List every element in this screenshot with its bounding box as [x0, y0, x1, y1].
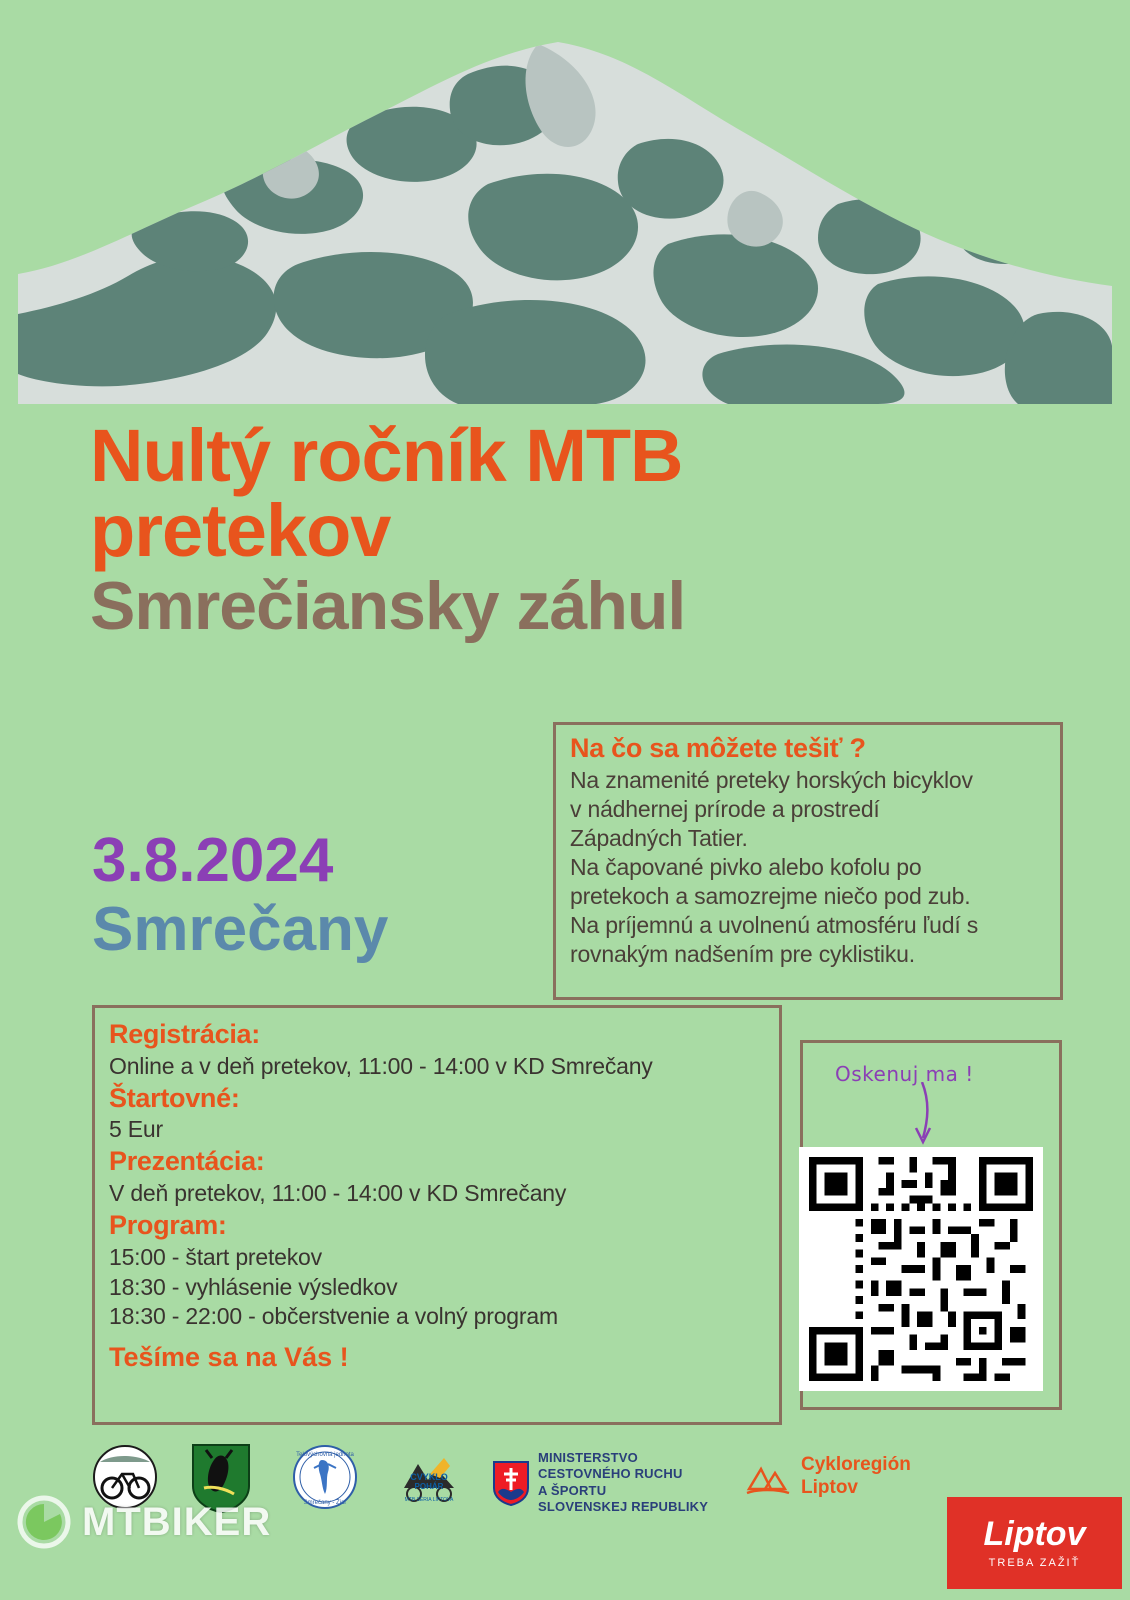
highlights-line: Na čapované pivko alebo kofolu po	[570, 853, 922, 880]
liptov-badge	[947, 1497, 1122, 1589]
sponsor-logo-telovychovna-jednota	[292, 1444, 358, 1510]
svg-text:MTB SÉRIA LIPTOVA: MTB SÉRIA LIPTOVA	[404, 1497, 454, 1503]
cykloregion-line-1: Cykloregión	[801, 1454, 911, 1475]
event-date-place	[92, 826, 389, 965]
highlights-line: pretekoch a samozrejme niečo pod zub.	[570, 882, 971, 909]
program-item: 18:30 - 22:00 - občerstvenie a volný program	[109, 1303, 558, 1330]
highlights-box	[553, 722, 1063, 1000]
sponsor-logo-cvyklo-pohar	[400, 1448, 458, 1504]
qr-code-svg	[809, 1157, 1033, 1381]
program-item: 18:30 - vyhlásenie výsledkov	[109, 1273, 398, 1300]
highlights-line: rovnakým nadšením pre cyklistiku.	[570, 940, 915, 967]
highlights-line: Na príjemnú a uvolnenú atmosféru ľudí s	[570, 911, 979, 938]
cykloregion-line-2: Liptov	[801, 1476, 858, 1498]
headline-line-2: pretekov	[90, 489, 391, 573]
ministerstvo-line-4: SLOVENSKEJ REPUBLIKY	[538, 1498, 709, 1514]
mountain-svg	[18, 14, 1112, 404]
program-item: 15:00 - štart pretekov	[109, 1243, 322, 1270]
svg-text:POHÁR: POHÁR	[414, 1482, 444, 1491]
highlights-line: Na znamenité preteky horských bicyklov	[570, 767, 973, 793]
mountain-bike-series-icon	[400, 1448, 458, 1504]
registration-label: Registrácia:	[109, 1019, 260, 1049]
ministerstvo-line-3: A ŠPORTU	[538, 1482, 607, 1498]
svg-text:Telovýchovná jednota: Telovýchovná jednota	[296, 1452, 354, 1458]
ministerstvo-line-1: MINISTERSTVO	[538, 1450, 638, 1465]
fee-label: Štartovné:	[109, 1082, 240, 1113]
closing-text: Tešíme sa na Vás !	[109, 1342, 349, 1373]
headline-line-1: Nultý ročník MTB	[90, 414, 683, 497]
qr-caption: Oskenuj ma !	[835, 1062, 974, 1086]
event-date: 3.8.2024	[92, 826, 334, 895]
highlights-line: Západných Tatier.	[570, 824, 748, 851]
presentation-label: Prezentácia:	[109, 1146, 265, 1177]
arrow-down-icon	[908, 1082, 938, 1152]
qr-code-image[interactable]	[799, 1147, 1043, 1391]
mtbiker-watermark	[16, 1494, 271, 1550]
highlights-line: v nádhernej prírode a prostredí	[570, 795, 880, 822]
registration-value: Online a v deň pretekov, 11:00 - 14:00 v KD Smrečany	[109, 1052, 653, 1079]
sponsor-cykloregion-liptov	[745, 1454, 911, 1500]
slovak-coat-of-arms-icon	[492, 1460, 530, 1506]
event-place: Smrečany	[92, 895, 389, 965]
tj-emblem-icon	[292, 1444, 358, 1510]
fee-value: 5 Eur	[109, 1116, 163, 1143]
svg-text:Smrečany - Žiar: Smrečany - Žiar	[303, 1500, 347, 1506]
liptov-tagline: TREBA ZAŽIŤ	[988, 1557, 1081, 1569]
highlights-title: Na čo sa môžete tešiť ?	[570, 733, 866, 763]
presentation-value: V deň pretekov, 11:00 - 14:00 v KD Smrečany	[109, 1180, 567, 1207]
liptov-name: Liptov	[983, 1515, 1086, 1553]
ministerstvo-line-2: CESTOVNÉHO RUCHU	[538, 1466, 683, 1482]
cykloregion-mountain-icon	[745, 1455, 791, 1499]
headline-line-3: Smrečiansky záhul	[90, 567, 686, 644]
mtbiker-logo-icon	[16, 1494, 72, 1550]
poster-headline	[90, 414, 1050, 644]
sponsor-ministerstvo	[492, 1450, 708, 1515]
mtbiker-watermark-text: MTBIKER	[82, 1499, 272, 1544]
svg-text:CVYKLO: CVYKLO	[410, 1472, 448, 1482]
details-box	[92, 1005, 782, 1425]
mountain-illustration	[18, 14, 1112, 404]
program-label: Program:	[109, 1209, 227, 1240]
